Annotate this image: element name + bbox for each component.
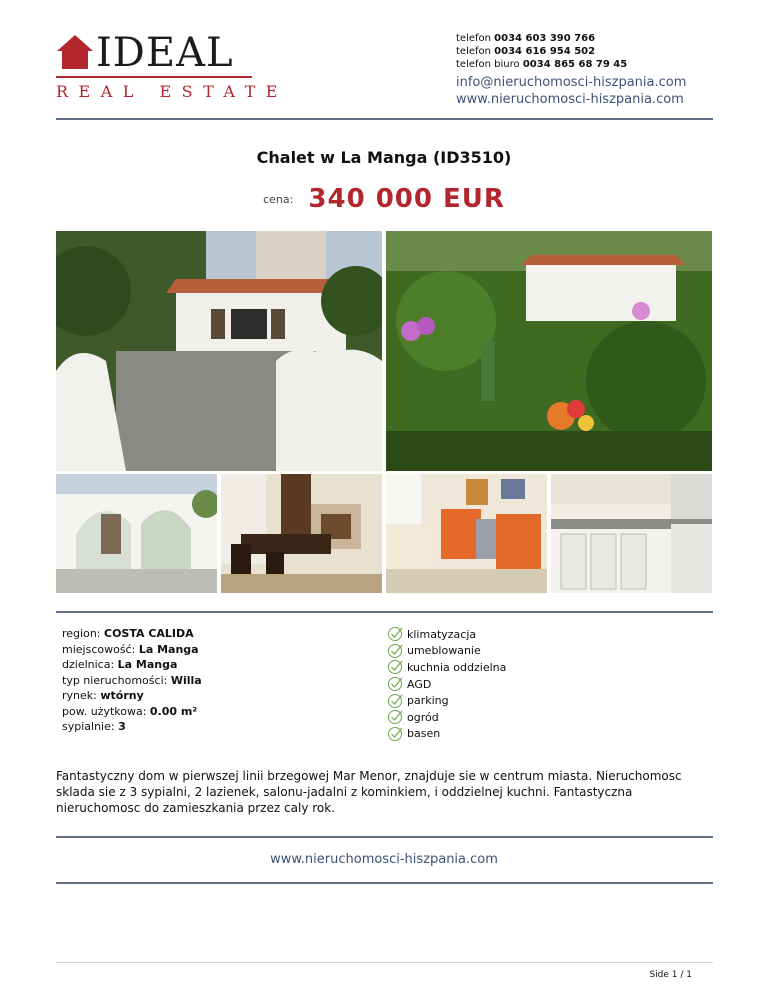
feature-label: kuchnia oddzielna — [407, 660, 507, 674]
check-circle-icon — [387, 626, 405, 642]
check-circle-icon — [387, 693, 405, 709]
feature-item — [387, 726, 506, 743]
feature-label: umeblowanie — [407, 644, 481, 658]
house-icon — [56, 34, 94, 70]
detail-bedrooms — [62, 719, 202, 735]
phone-number[interactable]: 0034 616 954 502 — [494, 46, 596, 57]
footer-divider-bottom — [56, 882, 713, 884]
check-circle-icon — [387, 709, 405, 725]
feature-label: klimatyzacja — [407, 627, 477, 641]
detail-city — [62, 642, 202, 658]
page-footer-rule — [56, 962, 713, 963]
logo-rule — [56, 76, 252, 78]
feature-item — [387, 626, 506, 643]
detail-label: region: — [62, 627, 101, 640]
check-circle-icon — [387, 726, 405, 742]
detail-value: 0.00 m² — [149, 704, 198, 718]
company-logo — [56, 30, 288, 102]
main-photo-villa-exterior[interactable] — [56, 231, 382, 471]
email-link[interactable]: info@nieruchomosci-hiszpania.com — [456, 75, 687, 90]
detail-label: sypialnie: — [62, 720, 115, 733]
feature-list — [387, 626, 506, 742]
phone-number[interactable]: 0034 603 390 766 — [494, 33, 596, 44]
photo-garden-flowers[interactable] — [386, 231, 712, 471]
feature-item — [387, 692, 506, 709]
detail-label: miejscowość: — [62, 642, 136, 656]
phone-number[interactable]: 0034 865 68 79 45 — [522, 59, 628, 70]
detail-value: COSTA CALIDA — [104, 627, 194, 640]
contact-block — [456, 32, 756, 108]
page-number: Side 1 / 1 — [649, 970, 692, 980]
feature-label: parking — [407, 694, 449, 708]
section-divider — [56, 611, 713, 613]
phone-line — [456, 32, 756, 45]
feature-label: ogród — [407, 710, 439, 724]
price-label: cena: — [263, 192, 294, 206]
check-circle-icon — [387, 676, 405, 692]
detail-market — [62, 688, 202, 704]
feature-item — [387, 709, 506, 726]
detail-value: wtórny — [100, 689, 144, 702]
price-row — [0, 184, 768, 214]
photo-living-room[interactable] — [386, 474, 547, 593]
photo-kitchen[interactable] — [551, 474, 712, 593]
detail-label: dzielnica: — [62, 658, 115, 671]
footer-divider-top — [56, 836, 713, 838]
footer-website-link[interactable]: www.nieruchomosci-hiszpania.com — [270, 852, 498, 867]
header-divider — [56, 118, 713, 120]
listing-title: Chalet w La Manga (ID3510) — [256, 148, 512, 167]
detail-property-type — [62, 673, 202, 689]
feature-item — [387, 643, 506, 660]
feature-item — [387, 676, 506, 693]
phone-line — [456, 45, 756, 58]
detail-district — [62, 657, 202, 673]
photo-arched-porch[interactable] — [56, 474, 217, 593]
phone-label: telefon — [456, 46, 491, 57]
price-value: 340 000 EUR — [308, 184, 505, 214]
detail-value: 3 — [118, 720, 126, 733]
detail-region — [62, 626, 202, 642]
feature-label: AGD — [407, 677, 432, 691]
listing-description: Fantastyczny dom w pierwszej linii brzegowej Mar Menor, znajduje sie w centrum miasta. Nieruchomosc sklada sie z 3 sypialni, 2 lazienek, salonu-jadalni z kominkiem, i oddzielnej kuchni. Fantastyczna nieruchomosc do zamieszkania przez caly rok. — [56, 769, 682, 815]
phone-label: telefon — [456, 33, 491, 44]
feature-label: basen — [407, 727, 441, 741]
feature-item — [387, 659, 506, 676]
detail-label: typ nieruchomości: — [62, 673, 168, 687]
detail-value: La Manga — [138, 642, 199, 656]
logo-subtitle: REAL ESTATE — [56, 82, 288, 101]
check-circle-icon — [387, 643, 405, 659]
website-link[interactable]: www.nieruchomosci-hiszpania.com — [456, 92, 684, 107]
check-circle-icon — [387, 659, 405, 675]
property-details — [62, 626, 202, 735]
logo-brand-text: IDEAL — [96, 30, 234, 76]
phone-label: telefon biuro — [456, 59, 520, 70]
detail-value: La Manga — [117, 658, 178, 671]
detail-area — [62, 704, 202, 720]
detail-label: pow. użytkowa: — [62, 704, 147, 718]
phone-line — [456, 58, 756, 71]
detail-value: Willa — [170, 673, 202, 687]
detail-label: rynek: — [62, 689, 97, 702]
photo-dining-fireplace[interactable] — [221, 474, 382, 593]
